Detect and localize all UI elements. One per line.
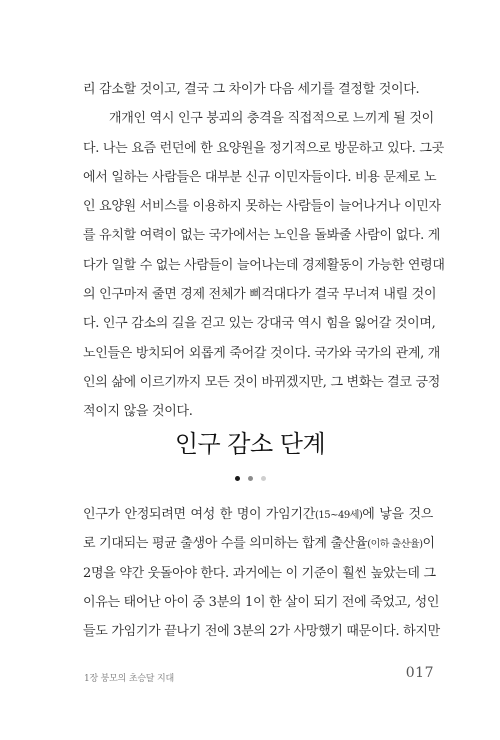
divider-dot-dark	[235, 476, 240, 481]
section-heading: 인구 감소 단계	[174, 430, 326, 458]
text-span: 에 낳을 것으	[362, 507, 433, 522]
text-line: 의 인구마저 줄면 경제 전체가 삐걱대다가 결국 무너져 내릴 것이	[83, 287, 437, 303]
text-line	[83, 529, 433, 558]
divider-dot-light	[261, 476, 266, 481]
body-paragraph-bottom	[83, 500, 440, 646]
text-line: 다. 나는 요즘 런던에 한 요양원을 정기적으로 방문하고 있다. 그곳	[83, 140, 444, 156]
text-line: 노인들은 방치되어 외롭게 죽어갈 것이다. 국가와 국가의 관계, 개	[83, 345, 441, 361]
text-line: 다가 일할 수 없는 사람들이 늘어나는데 경제활동이 가능한 연령대	[83, 257, 445, 273]
body-paragraph-top	[83, 75, 445, 427]
text-line	[83, 500, 433, 529]
text-span: 로 기대되는 평균 출생아 수를 의미하는 합계 출산율	[83, 536, 368, 552]
running-footer-chapter: 1장 붕모의 초승달 지대	[84, 674, 174, 684]
section-divider-dots	[0, 476, 500, 481]
text-span: 이	[422, 536, 435, 552]
text-line: 에서 일하는 사람들은 대부분 신규 이민자들이다. 비용 문제로 노	[83, 169, 437, 185]
text-line: 인의 삶에 이르기까지 모든 것이 바뀌겠지만, 그 변화는 결코 긍정	[83, 374, 441, 390]
abbreviation-note: (이하 출산율)	[367, 539, 423, 551]
text-line: 인 요양원 서비스를 이용하지 못하는 사람들이 늘어나거나 이민자	[83, 199, 441, 215]
text-line: 2명을 약간 웃돌아야 한다. 과거에는 이 기준이 훨씬 높았는데 그	[83, 565, 436, 581]
text-line: 다. 인구 감소의 길을 걷고 있는 강대국 역시 힘을 잃어갈 것이며,	[83, 316, 436, 332]
text-line: 들도 가임기가 끝나기 전에 3분의 2가 사망했기 때문이다. 하지만	[83, 624, 440, 640]
text-span: 인구가 안정되려면 여성 한 명이 가임기간	[83, 507, 315, 522]
page-number: 017	[405, 665, 434, 681]
text-line: 개개인 역시 인구 붕괴의 충격을 직접적으로 느끼게 될 것이	[109, 111, 434, 127]
age-range-note: (15~49세)	[314, 510, 363, 521]
text-line: 적이지 않을 것이다.	[83, 404, 193, 420]
text-line: 리 감소할 것이고, 결국 그 차이가 다음 세기를 결정할 것이다.	[83, 82, 420, 97]
text-line: 를 유치할 여력이 없는 국가에서는 노인을 돌봐줄 사람이 없다. 게	[83, 228, 441, 244]
divider-dot-mid	[248, 476, 253, 481]
text-line: 이유는 태어난 아이 중 3분의 1이 한 살이 되기 전에 죽었고, 성인	[83, 594, 440, 610]
